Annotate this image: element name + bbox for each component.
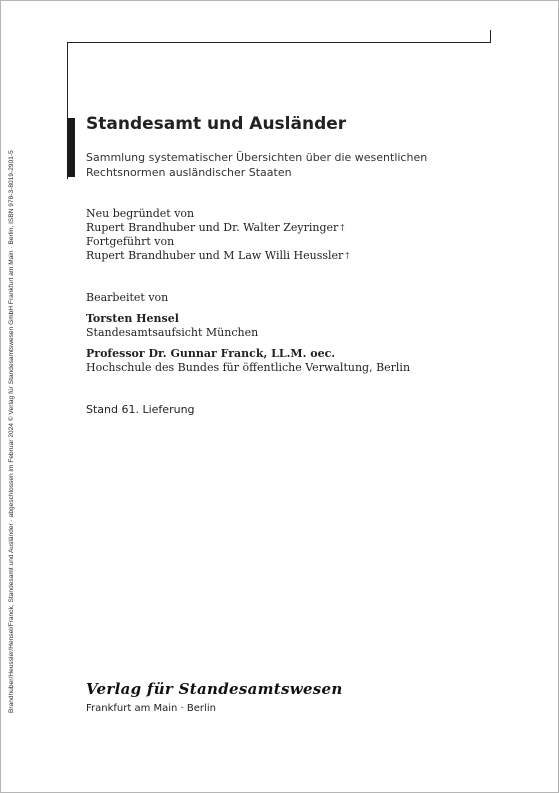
founders-line-2: Rupert Brandhuber und Dr. Walter Zeyringer † [86,221,345,234]
sidebar-imprint: Brandhuber/Heussler/Hensel/Franck, Standesamt und Ausländer · abgeschlossen im Februar 2024 © Verlag für Standesamtswesen GmbH Frankfurt am Main · Berlin, ISBN 978-3-8019-2901-5 [8,150,15,713]
top-rule [67,42,491,43]
edition-stand: Stand 61. Lieferung [86,403,195,416]
editor-2 [86,347,410,375]
page-subtitle: Sammlung systematischer Übersichten über die wesentlichen Rechtsnormen ausländischer Staaten [86,151,428,179]
dagger-mark: † [345,251,350,260]
founders-line-3: Fortgeführt von [86,235,175,248]
founders-line-1: Neu begründet von [86,207,195,220]
title-accent-bar [67,118,75,177]
right-tick [490,30,491,43]
founders-line-4: Rupert Brandhuber und M Law Willi Heussler † [86,249,350,262]
editor-2-affiliation: Hochschule des Bundes für öffentliche Verwaltung, Berlin [86,361,411,374]
founders-block [86,207,349,263]
editor-1 [86,312,258,340]
editor-1-affiliation: Standesamtsaufsicht München [86,326,259,339]
page-title: Standesamt und Ausländer [86,114,347,134]
editor-2-name: Professor Dr. Gunnar Franck, LL.M. oec. [86,347,336,360]
editors-intro: Bearbeitet von [86,291,169,304]
publisher-location: Frankfurt am Main · Berlin [86,703,216,714]
dagger-mark: † [340,223,345,232]
publisher-logo: Verlag für Standesamtswesen [86,680,343,698]
editor-1-name: Torsten Hensel [86,312,179,325]
